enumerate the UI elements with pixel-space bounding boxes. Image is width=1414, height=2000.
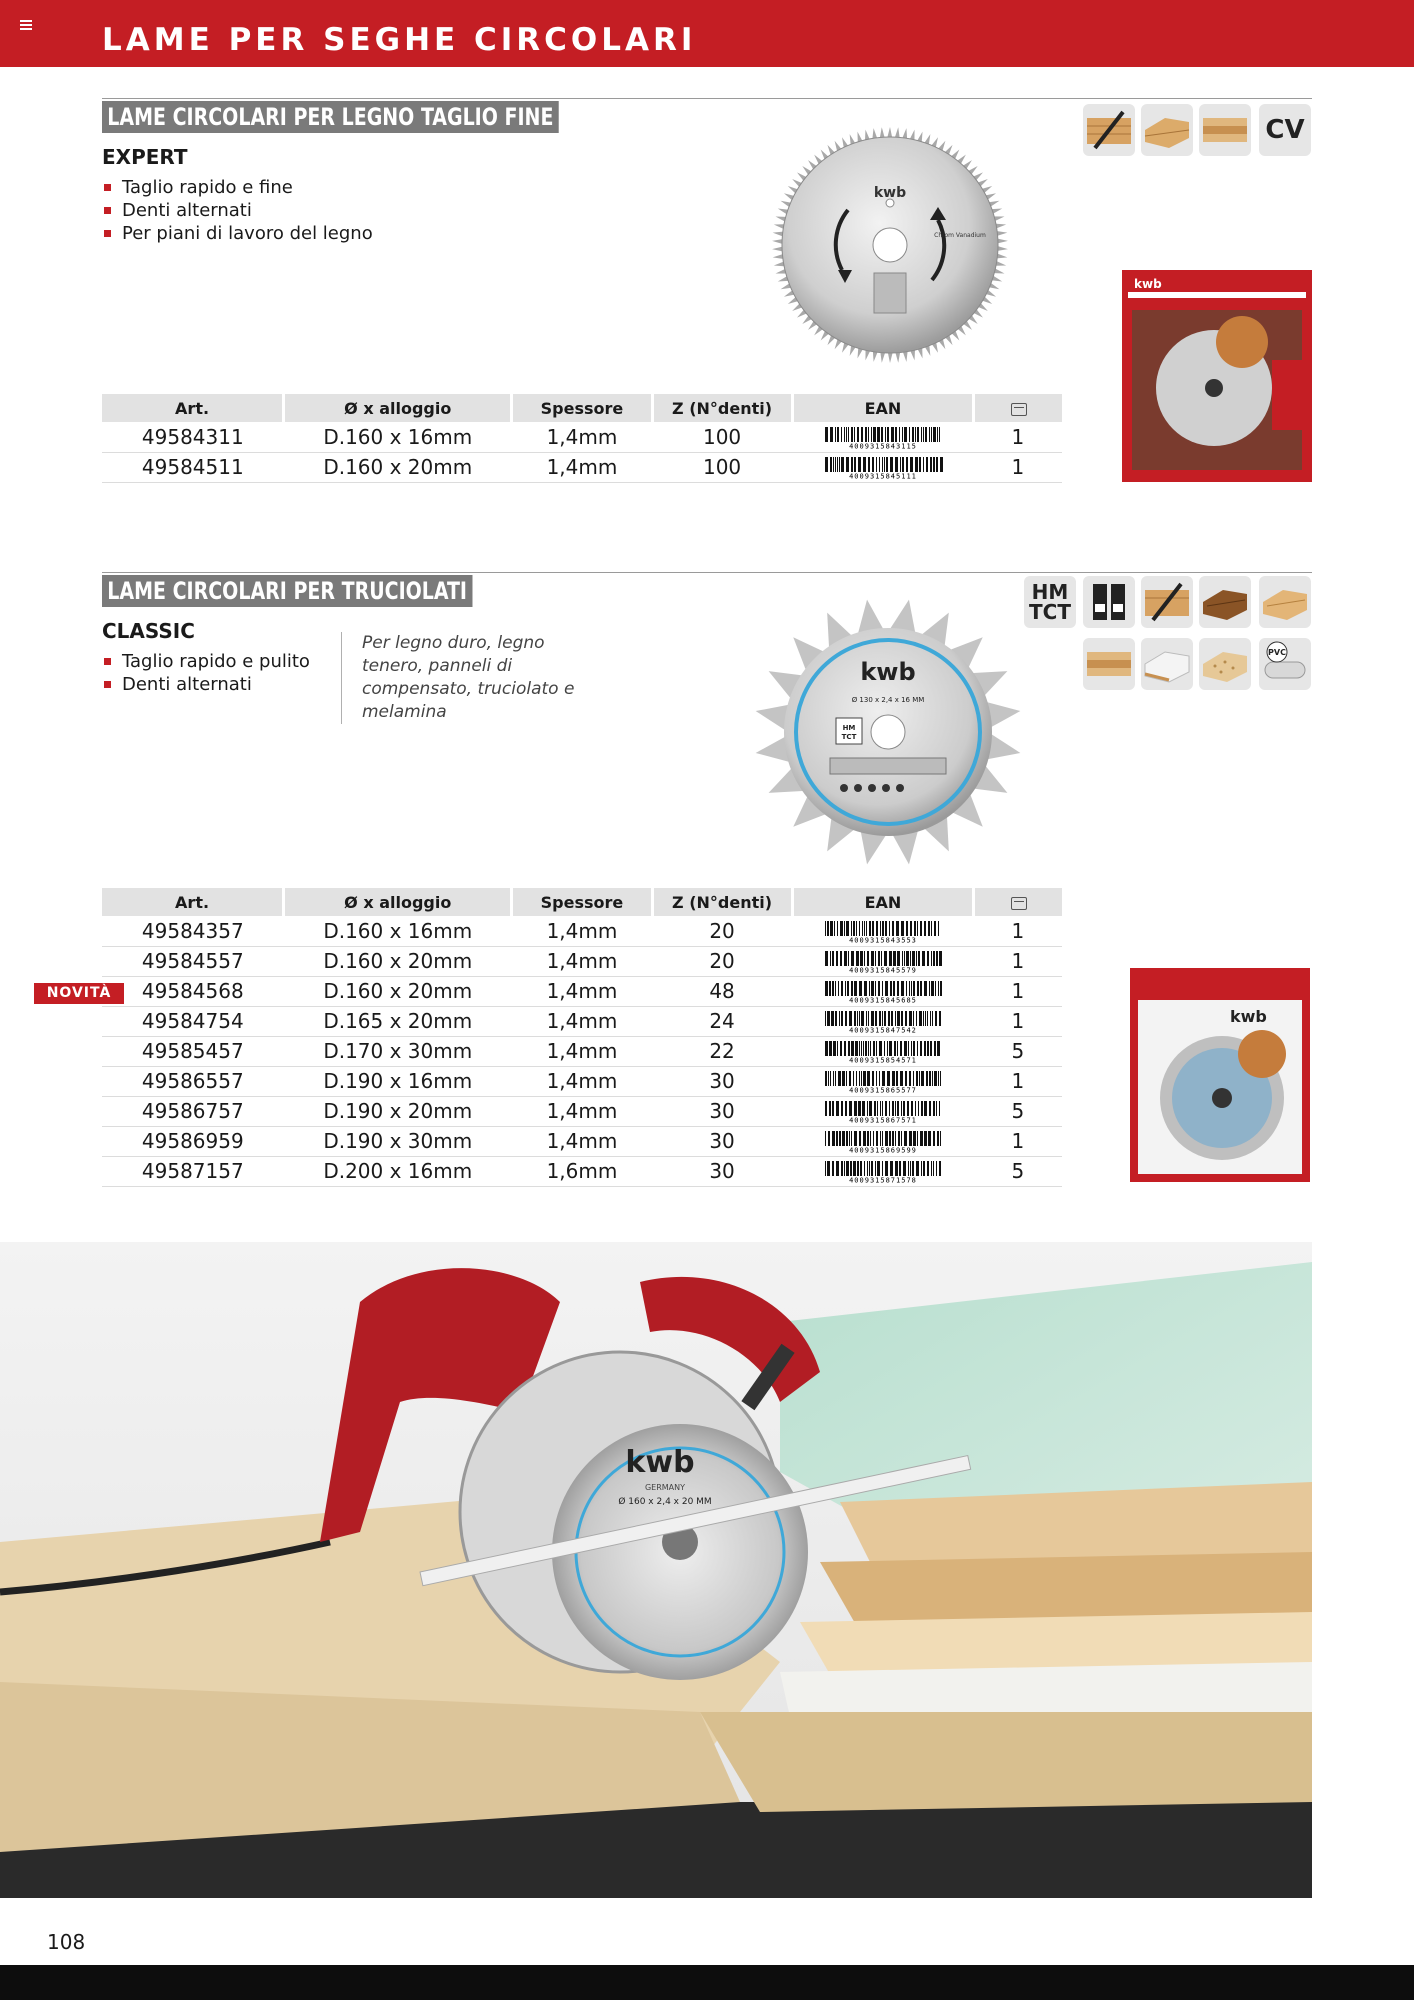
article-number: 49586757 xyxy=(102,1096,284,1126)
table-row xyxy=(102,1096,1062,1126)
diameter-bore: D.170 x 30mm xyxy=(284,1036,512,1066)
thickness: 1,4mm xyxy=(512,1006,652,1036)
section-divider xyxy=(102,98,1312,99)
material-note: Per legno duro, legno tenero, panneli di compensato, truciolato e melamina xyxy=(341,632,601,724)
barcode-graphic xyxy=(823,1131,943,1153)
ean-barcode-cell xyxy=(792,1156,974,1186)
pack-quantity: 1 xyxy=(974,1006,1062,1036)
photo-tagline-label: GERMANY xyxy=(644,1483,686,1492)
blade-material-label: Chrom Vanadium xyxy=(934,232,986,239)
menu-icon[interactable] xyxy=(20,20,32,30)
feature-item: Per piani di lavoro del legno xyxy=(102,222,373,245)
plywood-icon xyxy=(1199,104,1251,156)
thickness: 1,4mm xyxy=(512,946,652,976)
ean-number: 4009315869599 xyxy=(849,1146,917,1154)
blade-hm-tct-label: TCT xyxy=(841,733,857,741)
teeth-count: 100 xyxy=(652,452,792,482)
column-header: Ø x alloggio xyxy=(284,888,512,916)
diameter-bore: D.160 x 20mm xyxy=(284,976,512,1006)
product-line-label: CLASSIC xyxy=(102,619,195,643)
barcode-graphic xyxy=(823,951,943,973)
ean-barcode-cell xyxy=(792,1096,974,1126)
article-number: 49587157 xyxy=(102,1156,284,1186)
teeth-count: 22 xyxy=(652,1036,792,1066)
teeth-count: 30 xyxy=(652,1126,792,1156)
table-header-row xyxy=(102,394,1062,422)
thickness: 1,4mm xyxy=(512,976,652,1006)
article-number: 49584357 xyxy=(102,916,284,946)
feature-item: Denti alternati xyxy=(102,673,310,696)
ean-number: 4009315847542 xyxy=(849,1026,917,1034)
ean-number: 4009315871578 xyxy=(849,1176,917,1184)
circular-saw-photo xyxy=(0,1242,1312,1898)
pack-quantity: 1 xyxy=(974,452,1062,482)
new-product-badge: NOVITÀ xyxy=(34,983,124,1004)
thickness: 1,4mm xyxy=(512,1036,652,1066)
ean-number: 4009315843553 xyxy=(849,936,917,943)
pack-quantity: 1 xyxy=(974,1126,1062,1156)
page-number: 108 xyxy=(47,1930,86,1954)
article-number: 49584311 xyxy=(102,422,284,452)
diameter-bore: D.160 x 16mm xyxy=(284,422,512,452)
column-header-package xyxy=(974,394,1062,422)
column-header: Z (N°denti) xyxy=(652,394,792,422)
diameter-bore: D.160 x 16mm xyxy=(284,916,512,946)
article-number: 49586557 xyxy=(102,1066,284,1096)
feature-list xyxy=(102,650,310,696)
barcode-graphic xyxy=(823,1161,943,1183)
ean-number: 4009315843115 xyxy=(849,442,917,449)
section-divider xyxy=(102,572,1312,573)
article-number: 49584568 xyxy=(102,976,284,1006)
ean-barcode-cell xyxy=(792,452,974,482)
chipboard-spec-table xyxy=(102,888,1062,1187)
teeth-count: 100 xyxy=(652,422,792,452)
page-header-bar xyxy=(0,0,1414,67)
table-row xyxy=(102,422,1062,452)
thickness: 1,4mm xyxy=(512,422,652,452)
blade-hm-tct-label: HM xyxy=(842,724,856,732)
feature-list xyxy=(102,176,373,245)
ean-barcode-cell xyxy=(792,976,974,1006)
article-number: 49584754 xyxy=(102,1006,284,1036)
article-number: 49585457 xyxy=(102,1036,284,1066)
table-row xyxy=(102,916,1062,946)
chrome-vanadium-badge: CV xyxy=(1259,104,1311,156)
teeth-count: 30 xyxy=(652,1096,792,1126)
barcode-graphic xyxy=(823,427,943,449)
package-icon xyxy=(1011,403,1027,416)
diameter-bore: D.160 x 20mm xyxy=(284,946,512,976)
pack-quantity: 5 xyxy=(974,1096,1062,1126)
page-footer-bar xyxy=(0,1965,1414,2000)
product-line-label: EXPERT xyxy=(102,145,188,169)
barcode-graphic xyxy=(823,1011,943,1033)
thickness: 1,4mm xyxy=(512,452,652,482)
ean-barcode-cell xyxy=(792,946,974,976)
thickness: 1,4mm xyxy=(512,916,652,946)
column-header-package xyxy=(974,888,1062,916)
teeth-count: 30 xyxy=(652,1066,792,1096)
teeth-count: 20 xyxy=(652,946,792,976)
wood-ripping-icon xyxy=(1141,576,1193,628)
section-title-chipboard: LAME CIRCOLARI PER TRUCIOLATI xyxy=(102,575,472,607)
thickness: 1,4mm xyxy=(512,1096,652,1126)
package-icon xyxy=(1011,897,1027,910)
pack-quantity: 1 xyxy=(974,422,1062,452)
teeth-count: 30 xyxy=(652,1156,792,1186)
ean-number: 4009315845685 xyxy=(849,996,917,1004)
table-row xyxy=(102,1156,1062,1186)
fine-cut-package-image xyxy=(1122,270,1312,482)
pack-quantity: 1 xyxy=(974,916,1062,946)
diameter-bore: D.165 x 20mm xyxy=(284,1006,512,1036)
ean-number: 4009315845579 xyxy=(849,966,917,974)
ean-barcode-cell xyxy=(792,1066,974,1096)
ean-barcode-cell xyxy=(792,422,974,452)
thickness: 1,6mm xyxy=(512,1156,652,1186)
laminate-icon xyxy=(1141,638,1193,690)
diameter-bore: D.200 x 16mm xyxy=(284,1156,512,1186)
barcode-graphic xyxy=(823,921,943,943)
article-number: 49584557 xyxy=(102,946,284,976)
photo-brand-label: kwb xyxy=(625,1445,695,1480)
pack-quantity: 1 xyxy=(974,946,1062,976)
section-title-fine-cut: LAME CIRCOLARI PER LEGNO TAGLIO FINE xyxy=(102,101,559,133)
pack-quantity: 5 xyxy=(974,1036,1062,1066)
article-number: 49584511 xyxy=(102,452,284,482)
photo-spec-label: Ø 160 x 2,4 x 20 MM xyxy=(618,1497,712,1507)
diameter-bore: D.190 x 20mm xyxy=(284,1096,512,1126)
column-header: EAN xyxy=(792,394,974,422)
chipboard-package-image xyxy=(1130,968,1310,1182)
ean-barcode-cell xyxy=(792,1126,974,1156)
ean-barcode-cell xyxy=(792,1006,974,1036)
table-row xyxy=(102,1036,1062,1066)
ean-number: 4009315865577 xyxy=(849,1086,917,1094)
ean-barcode-cell xyxy=(792,916,974,946)
pack-quantity: 1 xyxy=(974,1066,1062,1096)
page-title: LAME PER SEGHE CIRCOLARI xyxy=(102,22,697,58)
blade-spec-label: Ø 130 x 2,4 x 16 MM xyxy=(851,696,925,704)
diameter-bore: D.160 x 20mm xyxy=(284,452,512,482)
article-number: 49586959 xyxy=(102,1126,284,1156)
softwood-icon xyxy=(1259,576,1311,628)
barcode-graphic xyxy=(823,1071,943,1093)
thickness: 1,4mm xyxy=(512,1126,652,1156)
fine-cut-blade-image xyxy=(770,125,1010,365)
ean-number: 4009315845111 xyxy=(849,472,917,480)
chipboard-blade-image xyxy=(752,596,1024,868)
ean-barcode-cell xyxy=(792,1036,974,1066)
table-row xyxy=(102,946,1062,976)
table-header-row xyxy=(102,888,1062,916)
table-row xyxy=(102,1006,1062,1036)
fine-cut-spec-table xyxy=(102,394,1062,483)
feature-item: Taglio rapido e pulito xyxy=(102,650,310,673)
table-row xyxy=(102,1066,1062,1096)
pvc-pipe-icon xyxy=(1259,638,1311,690)
alternate-teeth-icon xyxy=(1083,576,1135,628)
teeth-count: 20 xyxy=(652,916,792,946)
table-row xyxy=(102,1126,1062,1156)
teeth-count: 48 xyxy=(652,976,792,1006)
chipboard-icon xyxy=(1199,638,1251,690)
plywood-icon xyxy=(1083,638,1135,690)
column-header: Ø x alloggio xyxy=(284,394,512,422)
pack-quantity: 5 xyxy=(974,1156,1062,1186)
teeth-count: 24 xyxy=(652,1006,792,1036)
package-brand-label: kwb xyxy=(1134,277,1162,291)
package-brand-label: kwb xyxy=(1230,1007,1267,1026)
wood-crosscut-icon xyxy=(1141,104,1193,156)
hardwood-icon xyxy=(1199,576,1251,628)
column-header: Art. xyxy=(102,888,284,916)
feature-item: Taglio rapido e fine xyxy=(102,176,373,199)
pvc-label: PVC xyxy=(1268,648,1286,657)
column-header: Art. xyxy=(102,394,284,422)
column-header: Spessore xyxy=(512,888,652,916)
table-row xyxy=(102,976,1062,1006)
thickness: 1,4mm xyxy=(512,1066,652,1096)
table-row xyxy=(102,452,1062,482)
feature-item: Denti alternati xyxy=(102,199,373,222)
hm-tct-badge: HM TCT xyxy=(1024,576,1076,628)
diameter-bore: D.190 x 16mm xyxy=(284,1066,512,1096)
ean-number: 4009315867571 xyxy=(849,1116,917,1124)
wood-ripping-icon xyxy=(1083,104,1135,156)
column-header: Spessore xyxy=(512,394,652,422)
barcode-graphic xyxy=(823,981,943,1003)
column-header: Z (N°denti) xyxy=(652,888,792,916)
barcode-graphic xyxy=(823,457,943,479)
barcode-graphic xyxy=(823,1101,943,1123)
blade-brand-label: kwb xyxy=(873,185,907,201)
pack-quantity: 1 xyxy=(974,976,1062,1006)
diameter-bore: D.190 x 30mm xyxy=(284,1126,512,1156)
ean-number: 4009315854571 xyxy=(849,1056,917,1064)
column-header: EAN xyxy=(792,888,974,916)
blade-brand-label: kwb xyxy=(860,658,916,686)
barcode-graphic xyxy=(823,1041,943,1063)
